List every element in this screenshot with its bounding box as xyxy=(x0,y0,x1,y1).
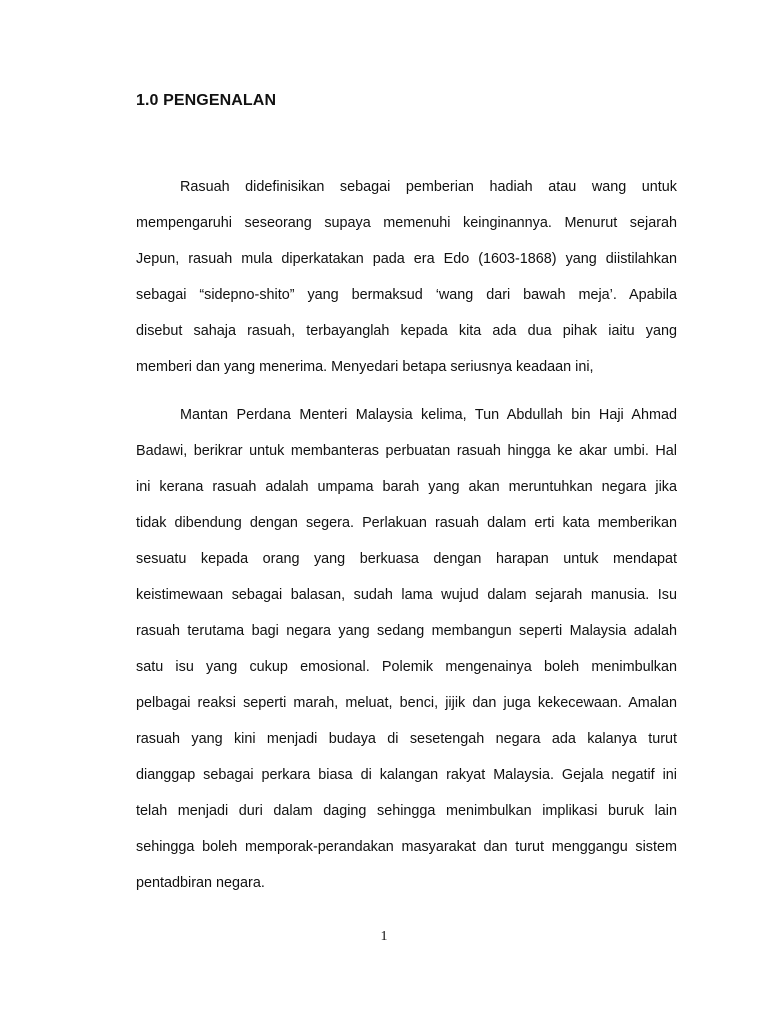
section-heading: 1.0 PENGENALAN xyxy=(136,92,277,109)
paragraph-line: tidak dibendung dengan segera. Perlakuan rasuah dalam erti kata memberikan xyxy=(136,515,677,531)
paragraph-line: rasuah terutama bagi negara yang sedang membangun seperti Malaysia adalah xyxy=(136,623,677,639)
paragraph-2 xyxy=(136,406,677,910)
paragraph-line: disebut sahaja rasuah, terbayanglah kepada kita ada dua pihak iaitu yang xyxy=(136,323,677,339)
paragraph-line: memberi dan yang menerima. Menyedari betapa seriusnya keadaan ini, xyxy=(136,359,594,375)
paragraph-line: rasuah yang kini menjadi budaya di sesetengah negara ada kalanya turut xyxy=(136,731,677,747)
paragraph-line: mempengaruhi seseorang supaya memenuhi keinginannya. Menurut sejarah xyxy=(136,215,677,231)
paragraph-line: keistimewaan sebagai balasan, sudah lama wujud dalam sejarah manusia. Isu xyxy=(136,587,677,603)
paragraph-line: dianggap sebagai perkara biasa di kalangan rakyat Malaysia. Gejala negatif ini xyxy=(136,767,677,783)
paragraph-line: sesuatu kepada orang yang berkuasa dengan harapan untuk mendapat xyxy=(136,551,677,567)
paragraph-line: Jepun, rasuah mula diperkatakan pada era Edo (1603-1868) yang diistilahkan xyxy=(136,251,677,267)
paragraph-line: Mantan Perdana Menteri Malaysia kelima, Tun Abdullah bin Haji Ahmad xyxy=(180,407,677,423)
paragraph-line: Badawi, berikrar untuk membanteras perbuatan rasuah hingga ke akar umbi. Hal xyxy=(136,443,677,459)
page-number: 1 xyxy=(380,929,388,944)
paragraph-line: telah menjadi duri dalam daging sehingga menimbulkan implikasi buruk lain xyxy=(136,803,677,819)
paragraph-line: Rasuah didefinisikan sebagai pemberian hadiah atau wang untuk xyxy=(180,179,677,195)
paragraph-line: pelbagai reaksi seperti marah, meluat, benci, jijik dan juga kekecewaan. Amalan xyxy=(136,695,677,711)
paragraph-line: sebagai “sidepno-shito” yang bermaksud ‘wang dari bawah meja’. Apabila xyxy=(136,287,677,303)
paragraph-line: ini kerana rasuah adalah umpama barah yang akan meruntuhkan negara jika xyxy=(136,479,677,495)
paragraph-1 xyxy=(136,178,677,394)
paragraph-line: pentadbiran negara. xyxy=(136,875,265,891)
paragraph-line: sehingga boleh memporak-perandakan masyarakat dan turut menggangu sistem xyxy=(136,839,677,855)
paragraph-line: satu isu yang cukup emosional. Polemik mengenainya boleh menimbulkan xyxy=(136,659,677,675)
